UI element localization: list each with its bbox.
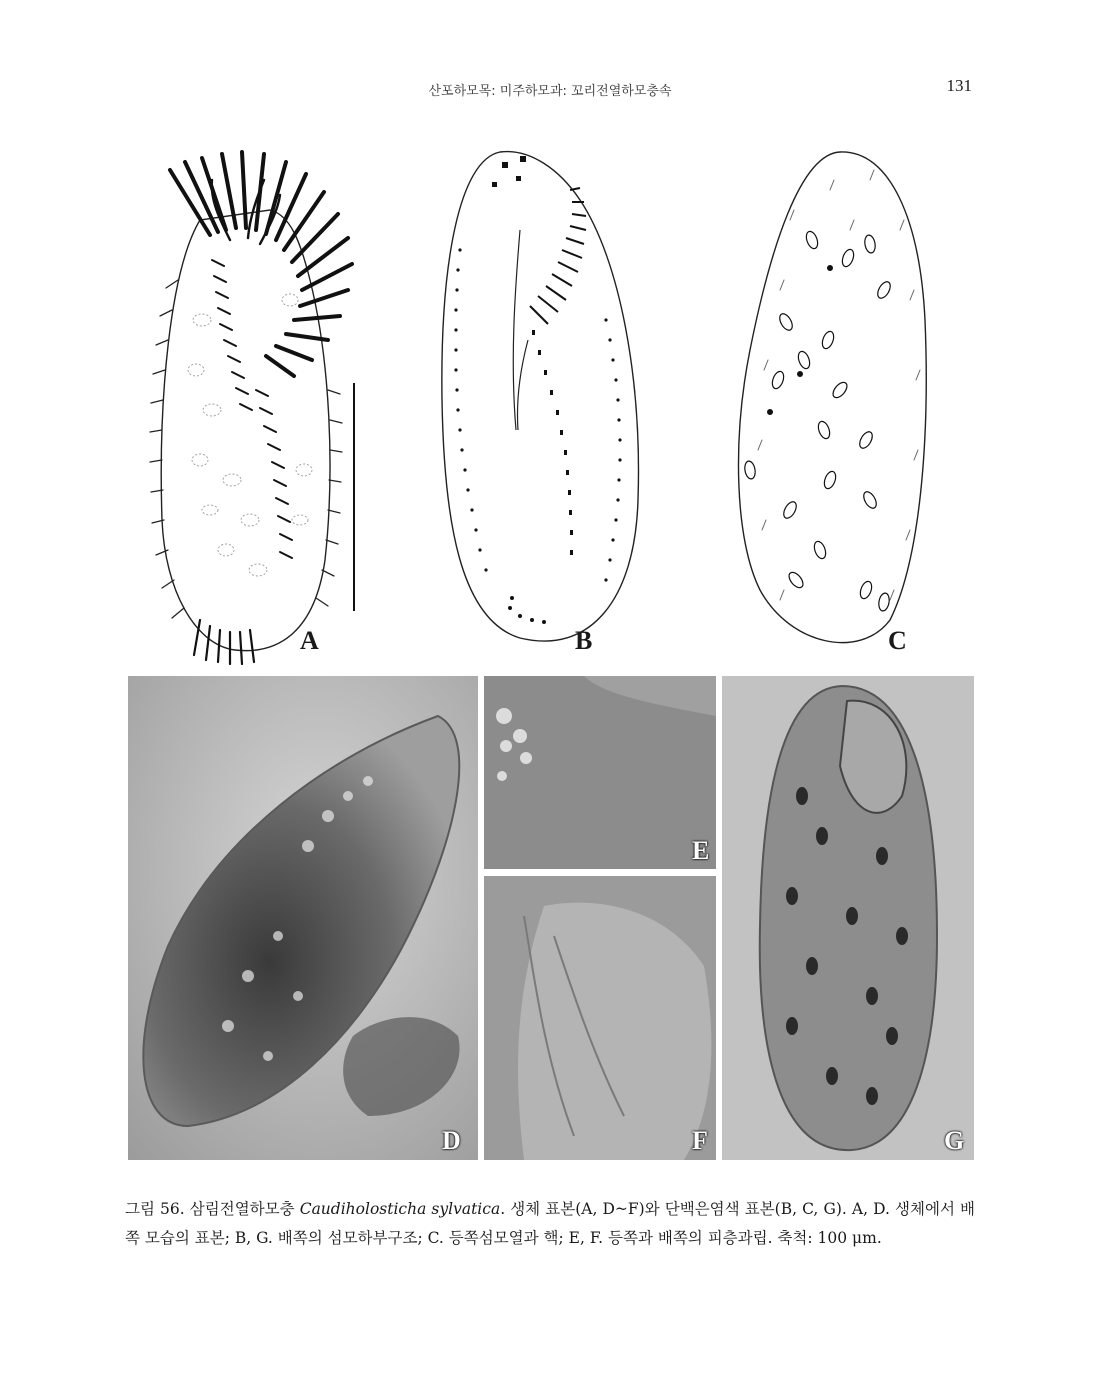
panel-e [484,676,716,869]
panel-label-f: F [692,1126,708,1155]
macronuclei [744,230,893,612]
panel-label-e: E [692,836,710,865]
panel-g-photo [722,676,974,1160]
caption-lead: 그림 56. 삼림전열하모충 [125,1200,300,1218]
panel-b [420,140,660,665]
panel-label-g: G [944,1126,965,1155]
panel-b-drawing [420,140,660,665]
dorsal-bristles [758,170,920,600]
panel-d [128,676,478,1160]
panel-label-b: B [575,626,593,655]
panel-label-d: D [442,1126,461,1155]
caption-species-name: Caudiholosticha sylvatica [299,1200,501,1218]
panel-e-photo [484,676,716,869]
panel-c [720,140,960,665]
running-title: 산포하모목: 미주하모과: 꼬리전열하모충속 [428,84,672,99]
caption-rest: . 생체 표본(A, D~F)와 단백은염색 표본(B, C, G). A, D. 생체에서 배쪽 모습의 표본; B, G. 배쪽의 섬모하부구조; C. 등쪽섬모열과 핵; E, F. 등쪽과 배쪽의 피층과립. 축척: 100 μm. [125,1200,975,1247]
panel-f [484,876,716,1160]
cirral-dots [454,248,621,624]
page-number: 131 [946,76,972,95]
panel-d-photo [128,676,478,1160]
figure-caption [125,1195,975,1253]
panel-f-photo [484,876,716,1160]
scale-bar [353,383,355,611]
panel-g [722,676,974,1160]
panel-c-drawing [720,140,960,665]
panel-label-a: A [300,626,319,655]
running-head [0,78,1100,98]
panel-label-c: C [888,626,907,655]
